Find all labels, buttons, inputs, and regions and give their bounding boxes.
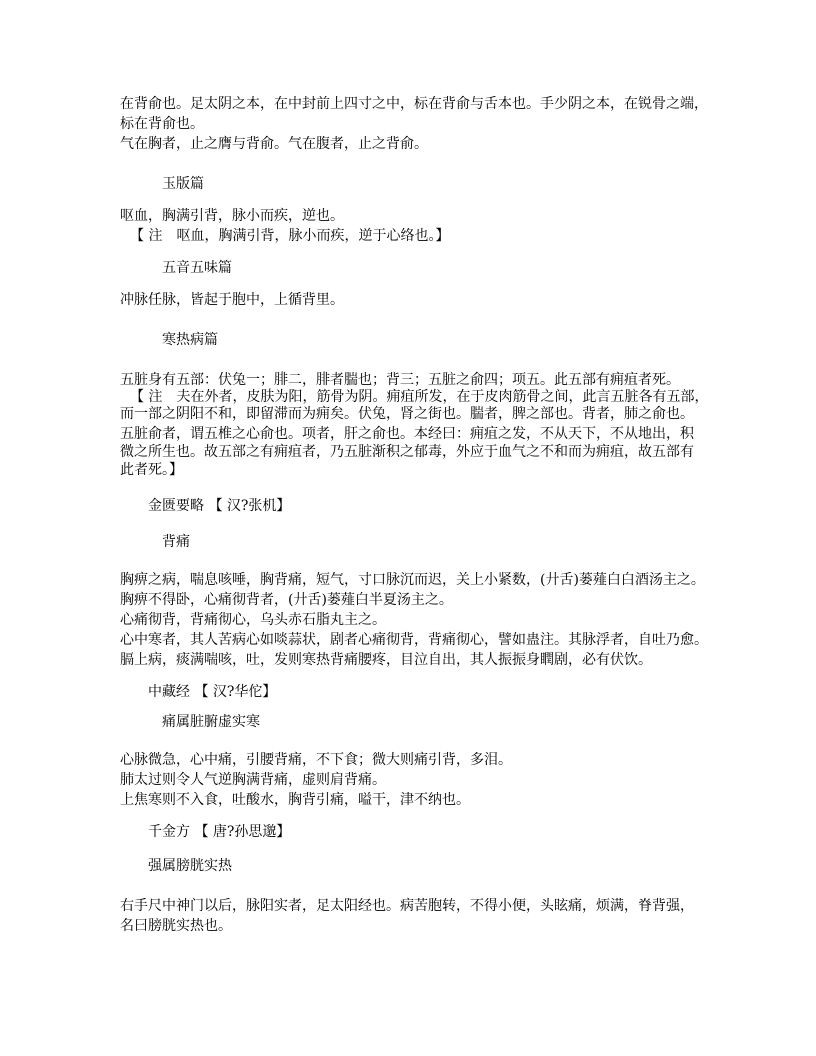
annotation-line: 微之所生也。故五部之有痈疽者，乃五脏渐积之郁毒，外应于血气之不和而为痈疽，故五部有 [120,444,694,460]
book-heading: 千金方 【 唐?孙思邈】 [148,824,291,840]
text-line: 呕血，胸满引背，脉小而疾，逆也。 [120,208,344,224]
text-line: 上焦寒则不入食，吐酸水，胸背引痛，嗌干，津不纳也。 [120,792,470,808]
text-line: 标在背俞也。 [120,116,204,132]
annotation-line: 五脏俞者，谓五椎之心俞也。项者，肝之俞也。本经曰：痈疽之发，不从天下，不从地出，积 [120,426,694,442]
text-line: 心中寒者，其人苦病心如啖蒜状，剧者心痛彻背，背痛彻心，譬如蛊注。其脉浮者，自吐乃愈。 [120,632,708,648]
text-line: 心脉微急，心中痛，引腰背痛，不下食；微大则痛引背，多泪。 [120,752,512,768]
annotation-line: 此者死。】 [120,462,183,478]
annotation-line: 【 注 夫在外者，皮肤为阳，筋骨为阴。痈疽所发，在于皮肉筋骨之间，此言五脏各有五部， [130,389,709,405]
text-line: 冲脉任脉，皆起于胞中，上循背里。 [120,292,344,308]
text-line: 在背俞也。足太阴之本，在中封前上四寸之中，标在背俞与舌本也。手少阴之本，在锐骨之端， [120,96,708,112]
text-line: 肺太过则令人气逆胸满背痛，虚则肩背痛。 [120,772,386,788]
section-heading: 寒热病篇 [162,332,218,348]
text-line: 膈上病，痰满喘咳，吐，发则寒热背痛腰疼，目泣自出，其人振振身瞤剧，必有伏饮。 [120,652,652,668]
text-line: 气在胸者，止之膺与背俞。气在腹者，止之背俞。 [120,136,428,152]
text-line: 右手尺中神门以后，脉阳实者，足太阳经也。病苦胞转，不得小便，头眩痛，烦满，脊背强， [120,898,694,914]
book-heading: 中藏经 【 汉?华佗】 [148,684,277,700]
section-heading: 五音五味篇 [162,260,232,276]
book-heading: 金匮要略 【 汉?张机】 [148,498,291,514]
annotation-line: 【 注 呕血，胸满引背，脉小而疾，逆于心络也。】 [130,228,450,244]
text-line: 名曰膀胱实热也。 [120,918,232,934]
text-line: 五脏身有五部：伏兔一；腓二，腓者腨也；背三；五脏之俞四；项五。此五部有痈疽者死。 [120,372,680,388]
text-line: 胸痹不得卧，心痛彻背者，(廾舌)蒌薤白半夏汤主之。 [120,592,453,608]
section-heading: 痛属脏腑虚实寒 [162,714,260,730]
section-heading: 背痛 [162,534,190,550]
text-line: 胸痹之病，喘息咳唾，胸背痛，短气，寸口脉沉而迟，关上小紧数，(廾舌)蒌薤白白酒汤主之。 [120,572,705,588]
text-line: 心痛彻背，背痛彻心，乌头赤石脂丸主之。 [120,612,386,628]
section-heading: 强属膀胱实热 [148,858,232,874]
section-heading: 玉版篇 [162,176,204,192]
annotation-line: 而一部之阴阳不和，即留滞而为痈矣。伏兔，肾之街也。腨者，脾之部也。背者，肺之俞也。 [120,406,694,422]
